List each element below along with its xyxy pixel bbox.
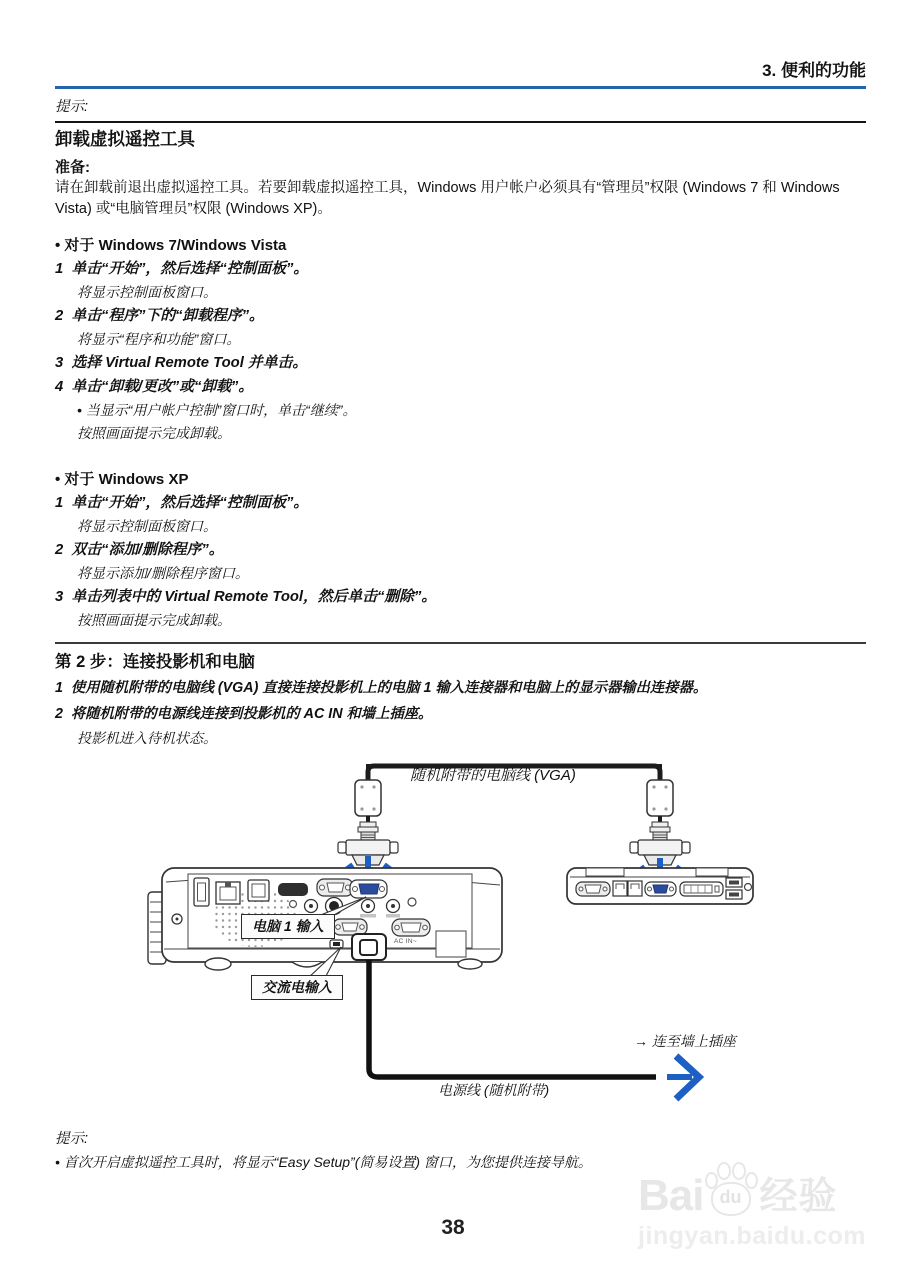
connect-step-2-detail: 投影机进入待机状态。 [77, 730, 217, 746]
win7-step-1: 1 单击“开始”，然后选择“控制面板”。 [55, 261, 309, 277]
winxp-step-1: 1 单击“开始”，然后选择“控制面板”。 [55, 495, 309, 511]
wall-outlet-label: → 连至墙上插座 [634, 1033, 736, 1049]
chapter-rule [55, 86, 866, 89]
serial-port [392, 919, 430, 936]
win7-step-1-detail: 将显示控制面板窗口。 [77, 284, 217, 300]
baidu-paw-icon [705, 1162, 757, 1218]
computer1-vga-port [350, 880, 387, 898]
chapter-title: 3. 便利的功能 [762, 61, 866, 80]
baidu-logo-text: Bai [638, 1171, 704, 1220]
step2-section [55, 652, 866, 748]
vga-connector-left [338, 764, 398, 865]
power-cord [369, 960, 656, 1077]
win7-step-3: 3 选择 Virtual Remote Tool 并单击。 [55, 355, 308, 371]
tip-label-top: 提示: [55, 99, 89, 115]
wall-outlet-arrow-icon [667, 1056, 699, 1099]
computer1-input-label: 电脑 1 输入 [241, 914, 335, 939]
section-rule [55, 121, 866, 123]
ac-input-label: 交流电输入 [251, 975, 343, 1000]
power-cord-label: 电源线 (随机附带) [438, 1082, 550, 1098]
footer-tip-text: • 首次开启虚拟遥控工具时，将显示“Easy Setup”(简易设置) 窗口，为您提供连接导航。 [55, 1154, 592, 1170]
prep-label: 准备: [55, 159, 90, 176]
connect-step-2: 2 将随机附带的电源线连接到投影机的 AC IN 和墙上插座。 [55, 706, 433, 722]
monitor-out-port [333, 919, 367, 935]
page-number: 38 [441, 1216, 465, 1239]
winxp-step-1-detail: 将显示控制面板窗口。 [77, 518, 217, 534]
laptop-lan-jack [628, 881, 642, 896]
vga-port-1 [317, 879, 353, 896]
prep-text: 请在卸载前退出虚拟遥控工具。若要卸载虚拟遥控工具，Windows 用户帐户必须具有“管理员”权限 (Windows 7 和 Windows Vista) 或“电脑管理员”权限 (Windows XP)。 [55, 180, 840, 217]
jingyan-text: 经验 [759, 1176, 838, 1218]
win7-section [55, 236, 866, 443]
step2-heading: 第 2 步：连接投影机和电脑 [55, 653, 255, 671]
winxp-step-2-detail: 将显示添加/删除程序窗口。 [77, 565, 249, 581]
jingyan-url: jingyan.baidu.com [638, 1222, 866, 1250]
winxp-step-3-detail: 按照画面提示完成卸载。 [77, 612, 231, 628]
baidu-logo [638, 1162, 888, 1218]
uninstall-title: 卸载虚拟遥控工具 [55, 129, 195, 149]
ac-inlet [352, 934, 386, 960]
win7-step-4: 4 单击“卸载/更改”或“卸载”。 [55, 379, 254, 395]
ac-in-text: AC IN~ [394, 938, 417, 945]
win7-heading: • 对于 Windows 7/Windows Vista [55, 237, 287, 254]
winxp-heading: • 对于 Windows XP [55, 471, 189, 488]
winxp-section [55, 470, 866, 630]
vga-connector-right [630, 764, 690, 865]
laptop-illustration [567, 868, 753, 904]
laptop-dvi-port [680, 882, 723, 896]
footer-tip-label: 提示: [55, 1131, 89, 1147]
vga-cable-label: 随机附带的电脑线 (VGA) [410, 767, 576, 784]
winxp-step-2: 2 双击“添加/删除程序”。 [55, 542, 224, 558]
laptop-serial-port [576, 882, 610, 896]
connect-step-1: 1 使用随机附带的电脑线 (VGA) 直接连接投影机上的电脑 1 输入连接器和电脑上的显示器输出连接器。 [55, 680, 708, 696]
win7-step-4-bullet: • 当显示“用户帐户控制”窗口时，单击“继续”。 [77, 402, 357, 418]
connection-diagram [0, 756, 906, 1118]
win7-step-2-detail: 将显示“程序和功能”窗口。 [77, 331, 241, 347]
laptop-vga-out-port [645, 882, 676, 896]
baidu-logo-du: du [719, 1187, 742, 1207]
winxp-step-3: 3 单击列表中的 Virtual Remote Tool，然后单击“删除”。 [55, 589, 437, 605]
hdmi-port [278, 883, 308, 896]
laptop-modem-jack [613, 881, 627, 896]
win7-step-4-detail: 按照画面提示完成卸载。 [77, 425, 231, 441]
connection-diagram-art [0, 756, 906, 1118]
win7-step-2: 2 单击“程序”下的“卸载程序”。 [55, 308, 264, 324]
step2-rule [55, 642, 866, 644]
